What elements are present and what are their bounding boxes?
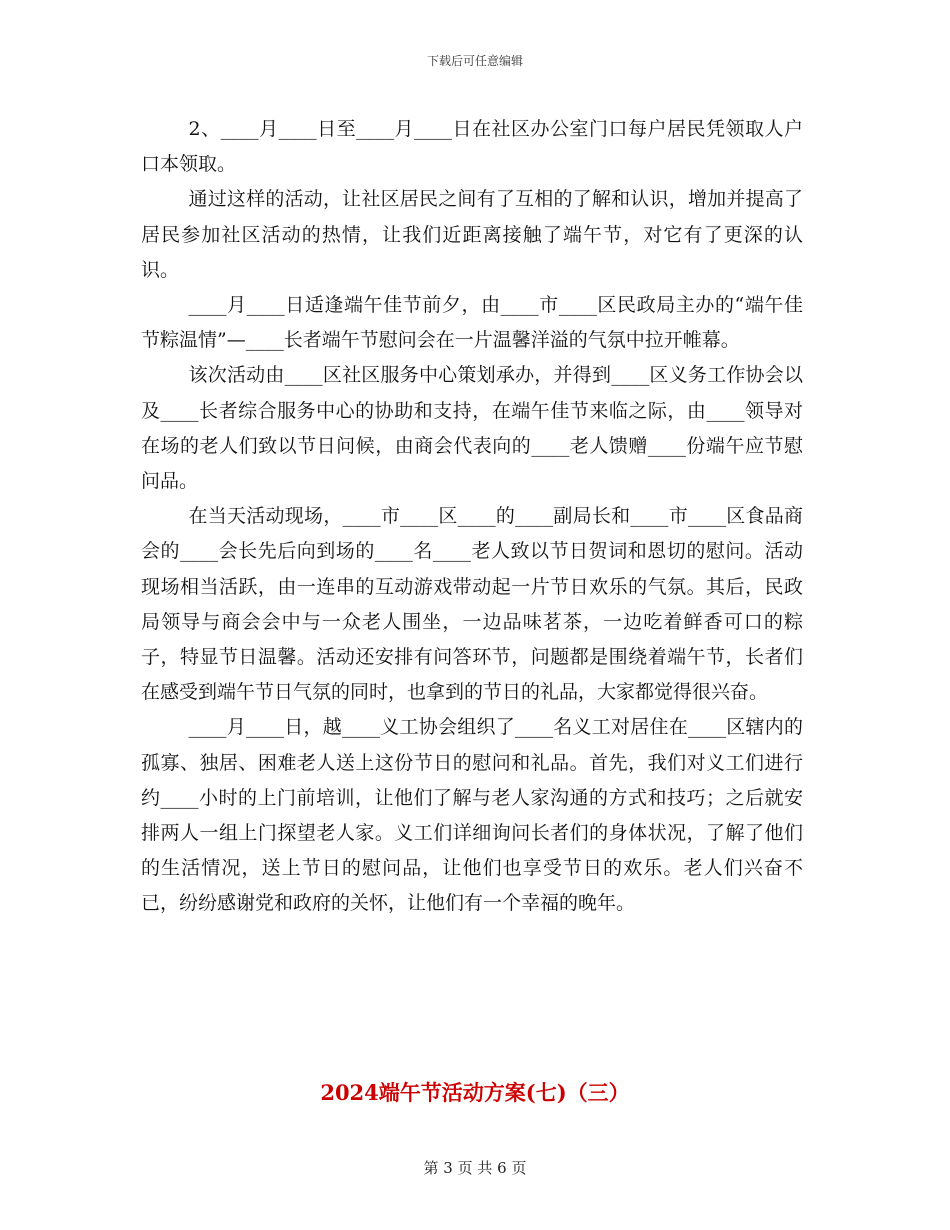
header-note: 下载后可任意编辑 [426, 54, 523, 68]
section-title: 2024端午节活动方案(七)（三） [320, 1080, 630, 1105]
paragraph: 在当天活动现场，____市____区____的____副局长和____市____区食品商会的____会长先后向到场的____名____老人致以节日贺词和恩切的慰问。活动现场相当活跃，由一连串的互动游戏带动起一片节日欢乐的气氛。其后，民政局领导与商会会中与一众老人围坐，一边品味茗茶，一边吃着鲜香可口的粽子，特显节日温馨。活动还安排有问答环节，问题都是围绕着端午节，长者们在感受到端午节日气氛的同时，也拿到的节日的礼品，大家都觉得很兴奋。 [141, 505, 803, 704]
paragraph: 2、____月____日至____月____日在社区办公室门口每户居民凭领取人户口本领取。 [141, 118, 803, 176]
paragraph: ____月____日，越____义工协会组织了____名义工对居住在____区辖内的孤寡、独居、困难老人送上这份节日的慰问和礼品。首先，我们对义工们进行约____小时的上门前培训，让他们了解与老人家沟通的方式和技巧；之后就安排两人一组上门探望老人家。义工们详细询问长者们的身体状况，了解了他们的生活情况，送上节日的慰问品，让他们也享受节日的欢乐。老人们兴奋不已，纷纷感谢党和政府的关怀，让他们有一个幸福的晚年。 [141, 716, 803, 915]
paragraph: 通过这样的活动，让社区居民之间有了互相的了解和认识，增加并提高了居民参加社区活动的热情，让我们近距离接触了端午节，对它有了更深的认识。 [141, 188, 803, 281]
document-body [141, 112, 803, 922]
paragraph: 该次活动由____区社区服务中心策划承办，并得到____区义务工作协会以及____长者综合服务中心的协助和支持，在端午佳节来临之际，由____领导对在场的老人们致以节日问候，由商会代表向的____老人馈赠____份端午应节慰问品。 [141, 364, 803, 493]
paragraph: ____月____日适逢端午佳节前夕，由____市____区民政局主办的“端午佳节粽温情”—____长者端午节慰问会在一片温馨洋溢的气氛中拉开帷幕。 [141, 294, 803, 352]
page-indicator: 第 3 页 共 6 页 [423, 1159, 527, 1177]
